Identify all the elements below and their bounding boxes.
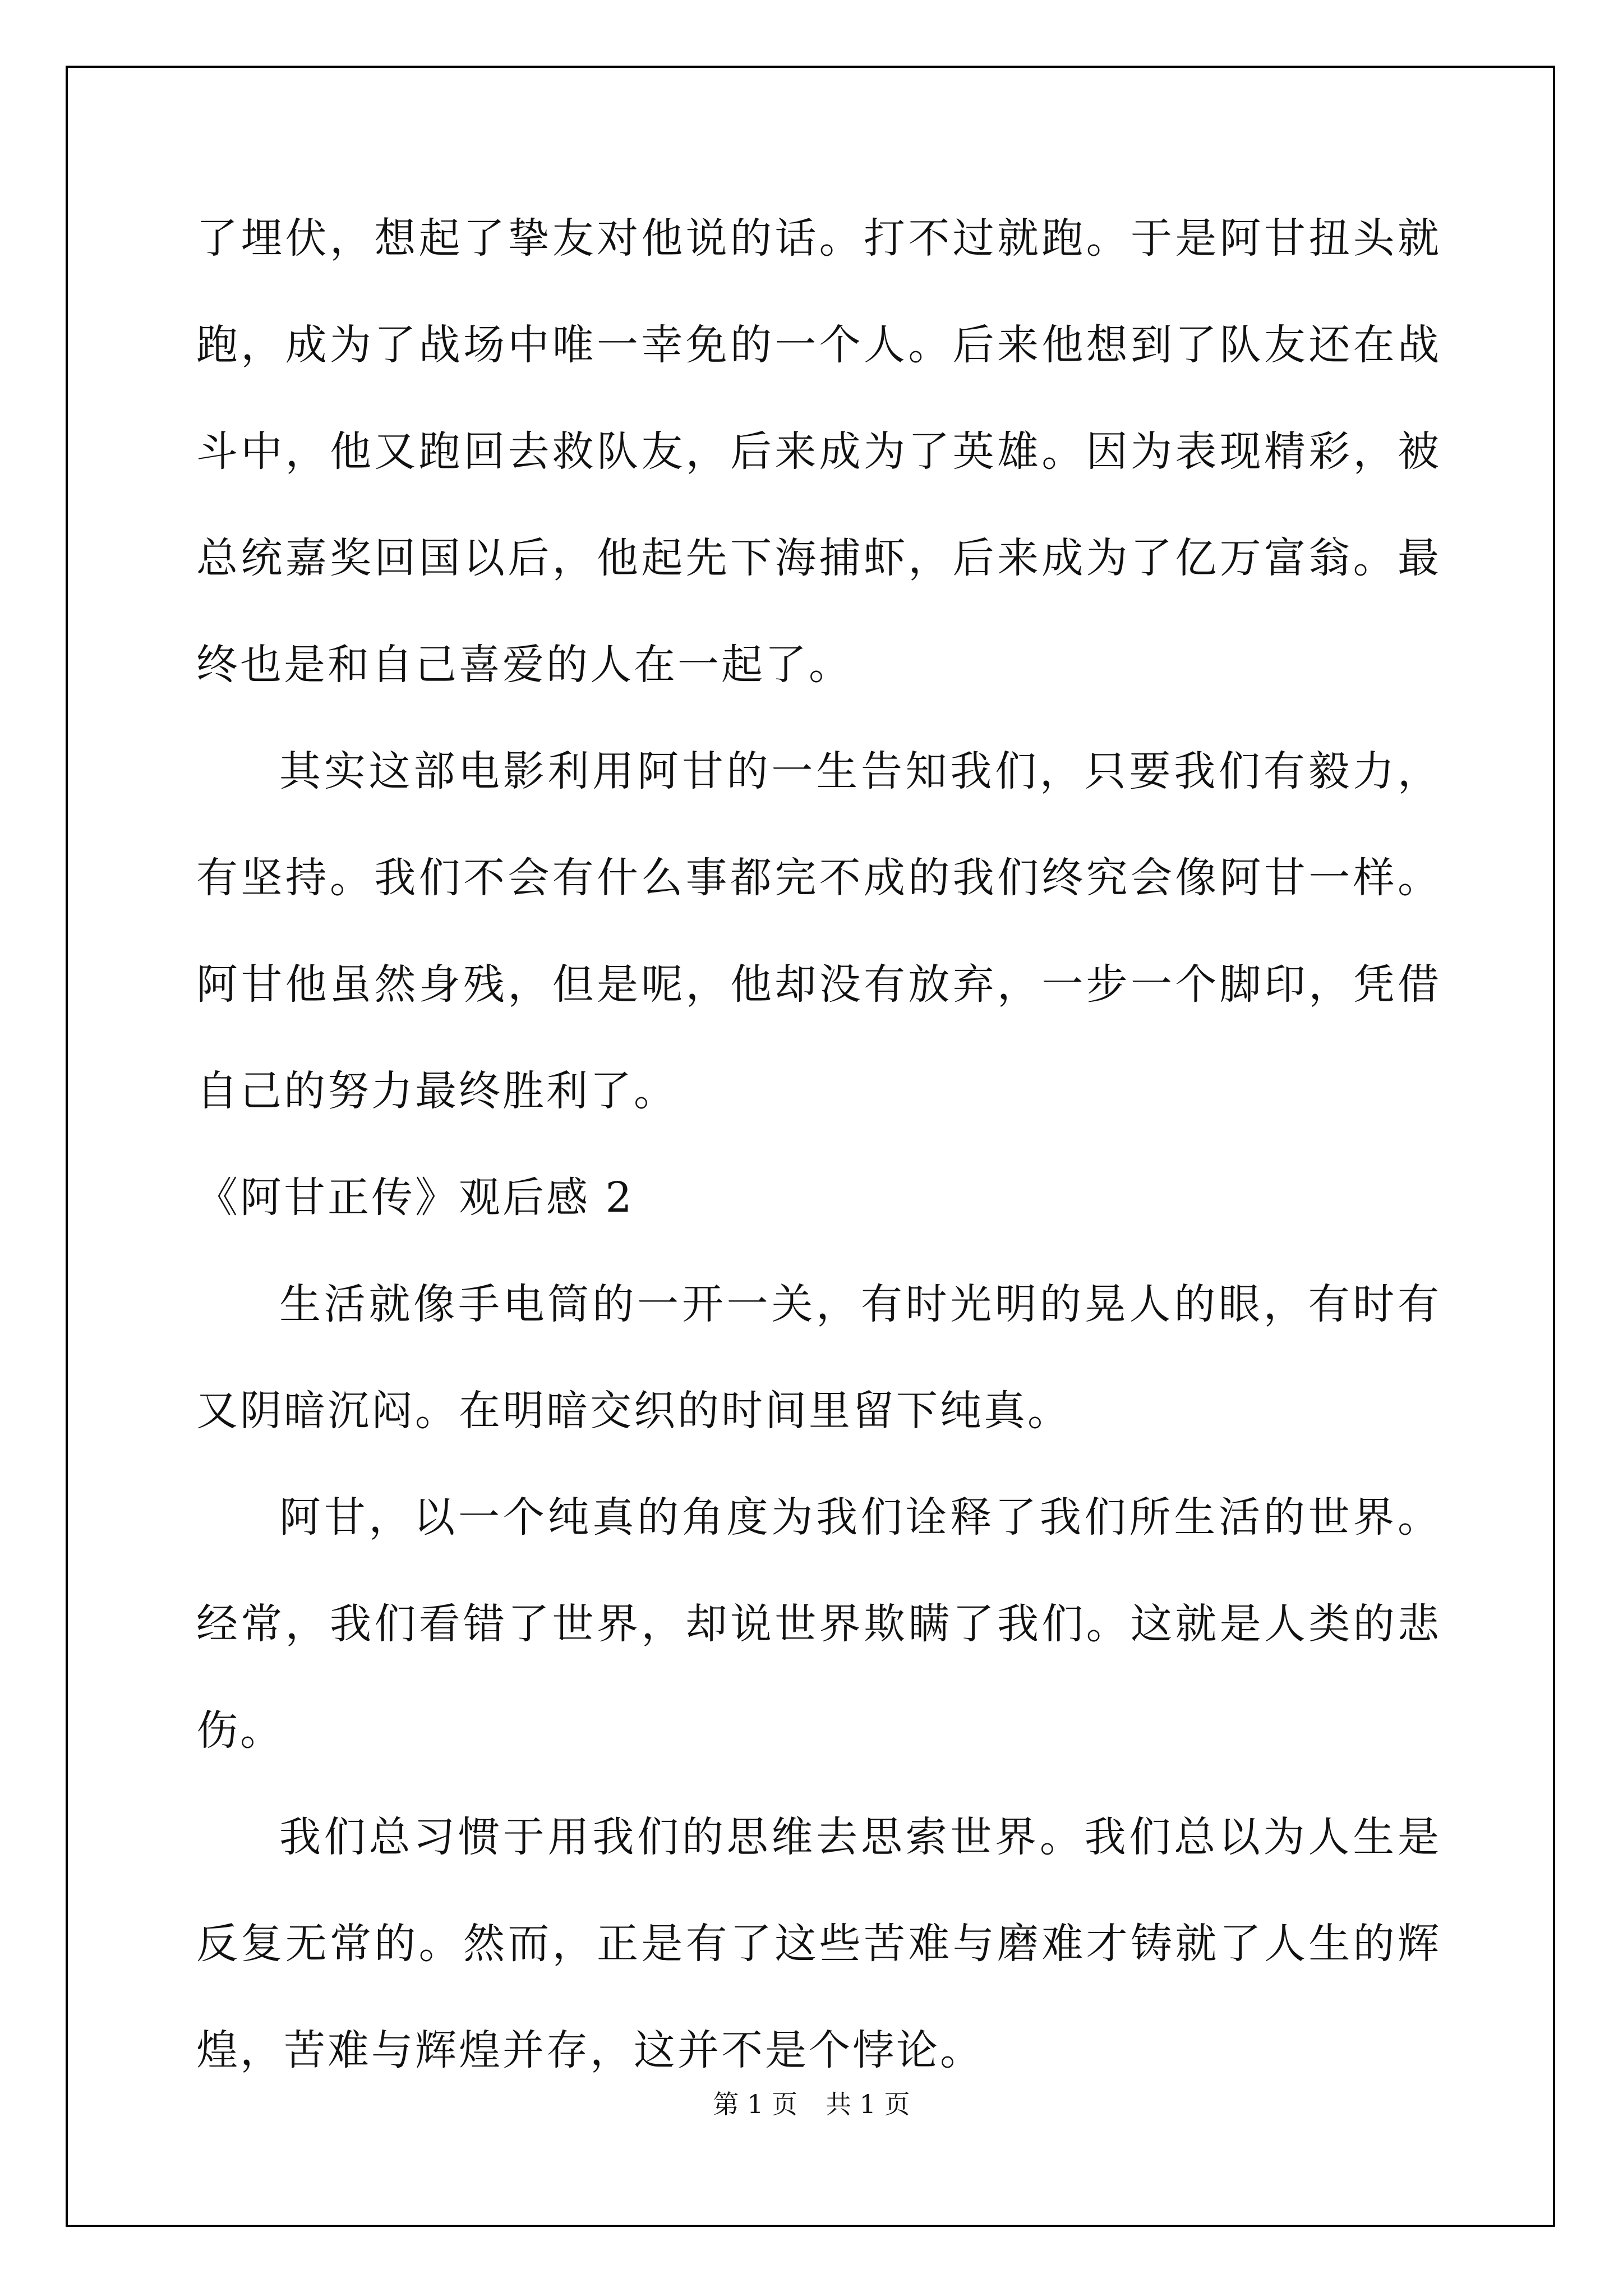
- paragraph: 其实这部电影利用阿甘的一生告知我们，只要我们有毅力，有坚持。我们不会有什么事都完不成的我们终究会像阿甘一样。阿甘他虽然身残，但是呢，他却没有放弃，一步一个脚印，凭借自己的努力最终胜利了。: [196, 747, 1441, 1115]
- page-total: 共 1 页: [826, 2089, 910, 2119]
- page-number: 第 1 页: [713, 2089, 797, 2119]
- paragraph: 阿甘，以一个纯真的角度为我们诠释了我们所生活的世界。经常，我们看错了世界，却说世界欺瞒了我们。这就是人类的悲伤。: [196, 1493, 1441, 1755]
- paragraph: 生活就像手电筒的一开一关，有时光明的晃人的眼，有时有又阴暗沉闷。在明暗交织的时间里留下纯真。: [196, 1280, 1441, 1435]
- page-footer: [0, 2084, 1623, 2121]
- paragraph: 我们总习惯于用我们的思维去思索世界。我们总以为人生是反复无常的。然而，正是有了这些苦难与磨难才铸就了人生的辉煌，苦难与辉煌并存，这并不是个悖论。: [196, 1813, 1441, 2074]
- paragraph: 了埋伏，想起了挚友对他说的话。打不过就跑。于是阿甘扭头就跑，成为了战场中唯一幸免的一个人。后来他想到了队友还在战斗中，他又跑回去救队友，后来成为了英雄。因为表现精彩，被总统嘉奖回国以后，他起先下海捕虾，后来成为了亿万富翁。最终也是和自己喜爱的人在一起了。: [196, 214, 1441, 689]
- document-body: [196, 185, 1441, 2104]
- section-heading: 《阿甘正传》观后感 2: [196, 1174, 634, 1222]
